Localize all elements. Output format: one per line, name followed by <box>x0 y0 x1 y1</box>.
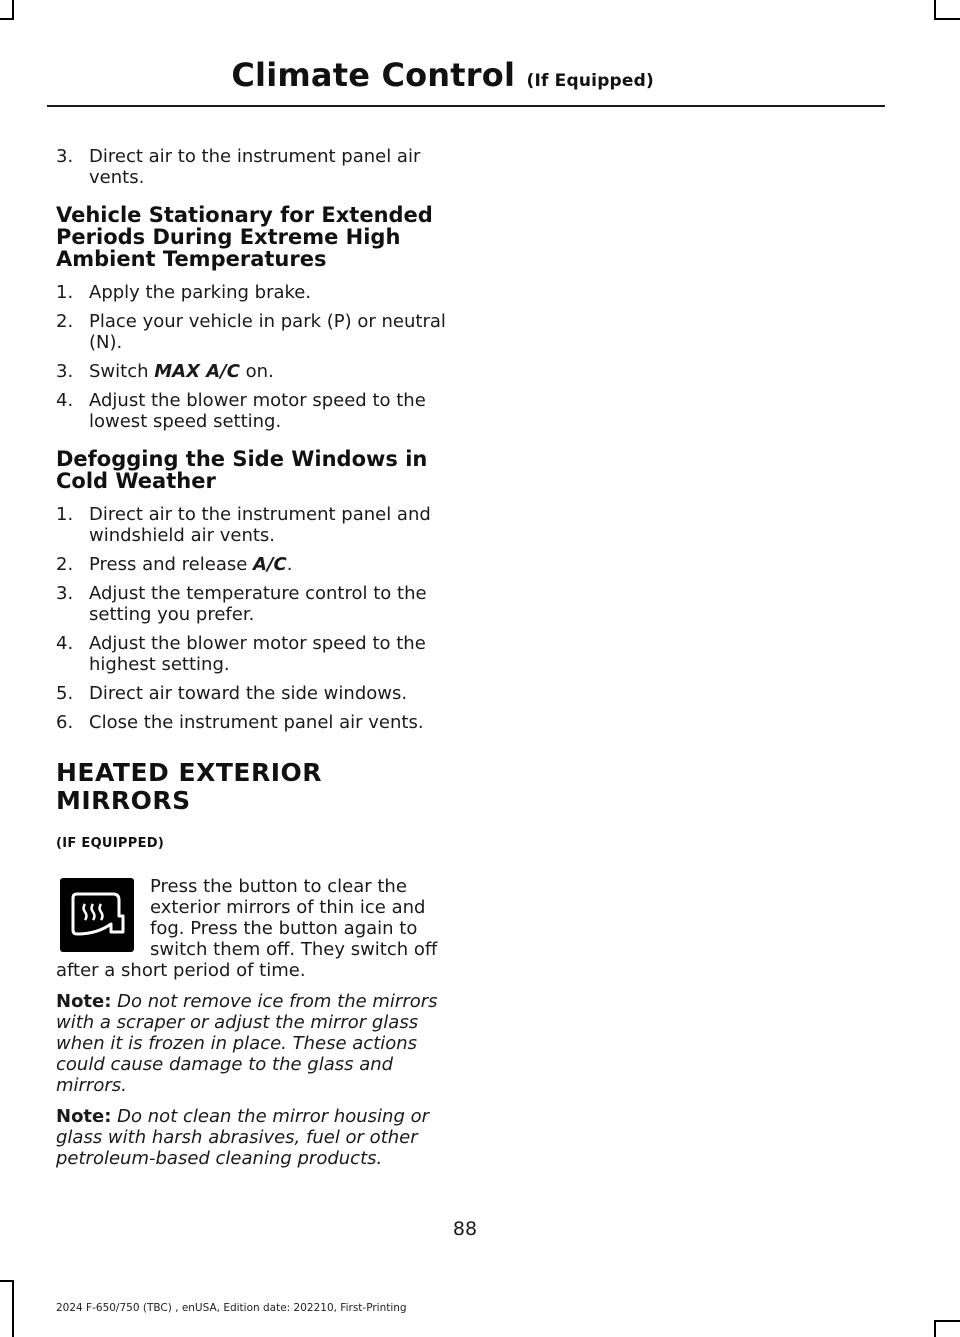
crop-mark <box>0 18 14 20</box>
list-item <box>56 504 449 546</box>
mirrors-body-text: Press the button to clear the exterior mirrors of thin ice and fog. Press the button again to switch them off. They switch off after a short period of time. <box>56 876 438 981</box>
step-number: 6. <box>56 712 74 733</box>
list-item <box>56 361 449 382</box>
step-text-post: on. <box>239 361 274 382</box>
list-item <box>56 311 449 353</box>
step-text: Direct air toward the side windows. <box>89 683 408 704</box>
note-label: Note: <box>56 991 112 1012</box>
section-heading-defog: Defogging the Side Windows in Cold Weather <box>56 447 428 493</box>
step-text: Place your vehicle in park (P) or neutral (N). <box>89 311 446 353</box>
intro-steps <box>56 146 449 188</box>
control-label: MAX A/C <box>154 361 240 382</box>
crop-mark <box>934 1320 960 1322</box>
mirrors-description <box>56 876 449 981</box>
crop-mark <box>12 1280 14 1337</box>
edition-footer: 2024 F-650/750 (TBC) , enUSA, Edition date: 202210, First-Printing <box>56 1302 407 1314</box>
note-paragraph <box>56 991 449 1096</box>
step-number: 2. <box>56 554 74 575</box>
list-item <box>56 712 449 733</box>
note-paragraph <box>56 1106 449 1169</box>
step-text-post: . <box>286 554 293 575</box>
step-number: 3. <box>56 146 74 167</box>
list-item <box>56 583 449 625</box>
step-text: Adjust the blower motor speed to the highest setting. <box>89 633 426 675</box>
page-number: 88 <box>452 1218 478 1240</box>
step-text: Direct air to the instrument panel air vents. <box>89 146 421 188</box>
page-title-main: Climate Control <box>231 56 516 94</box>
crop-mark <box>0 1280 14 1282</box>
step-number: 2. <box>56 311 74 332</box>
step-text: Adjust the temperature control to the setting you prefer. <box>89 583 427 625</box>
defog-steps <box>56 504 449 733</box>
step-number: 1. <box>56 282 74 303</box>
stationary-steps <box>56 282 449 432</box>
heated-mirror-icon <box>60 878 134 952</box>
section-heading-mirrors: HEATED EXTERIOR MIRRORS <box>56 758 323 815</box>
list-item <box>56 683 449 704</box>
note-label: Note: <box>56 1106 112 1127</box>
control-label: A/C <box>253 554 287 575</box>
step-number: 5. <box>56 683 74 704</box>
step-number: 3. <box>56 361 74 382</box>
page-title-subtitle: (If Equipped) <box>526 71 654 91</box>
step-text: Close the instrument panel air vents. <box>89 712 424 733</box>
equipped-label: (IF EQUIPPED) <box>56 836 165 851</box>
step-text-pre: Press and release <box>89 554 254 575</box>
note-text: Do not remove ice from the mirrors with a scraper or adjust the mirror glass when it is frozen in place. These actions could cause damage to the glass and mirrors. <box>56 991 438 1096</box>
step-text: Adjust the blower motor speed to the lowest speed setting. <box>89 390 426 432</box>
step-number: 3. <box>56 583 74 604</box>
list-item <box>56 146 449 188</box>
note-text: Do not clean the mirror housing or glass with harsh abrasives, fuel or other petroleum-based cleaning products. <box>56 1106 430 1169</box>
list-item <box>56 390 449 432</box>
step-text: Apply the parking brake. <box>89 282 312 303</box>
list-item <box>56 554 449 575</box>
crop-mark <box>934 18 960 20</box>
step-text-pre: Switch <box>89 361 155 382</box>
step-number: 1. <box>56 504 74 525</box>
step-number: 4. <box>56 633 74 654</box>
content-column <box>56 146 449 1179</box>
section-heading-stationary: Vehicle Stationary for Extended Periods During Extreme High Ambient Temperatures <box>56 203 433 271</box>
page-title <box>231 56 654 94</box>
crop-mark <box>934 0 936 18</box>
list-item <box>56 633 449 675</box>
list-item <box>56 282 449 303</box>
header-divider <box>47 105 885 107</box>
crop-mark <box>934 1320 936 1337</box>
crop-mark <box>12 0 14 18</box>
step-text: Direct air to the instrument panel and windshield air vents. <box>89 504 431 546</box>
step-number: 4. <box>56 390 74 411</box>
